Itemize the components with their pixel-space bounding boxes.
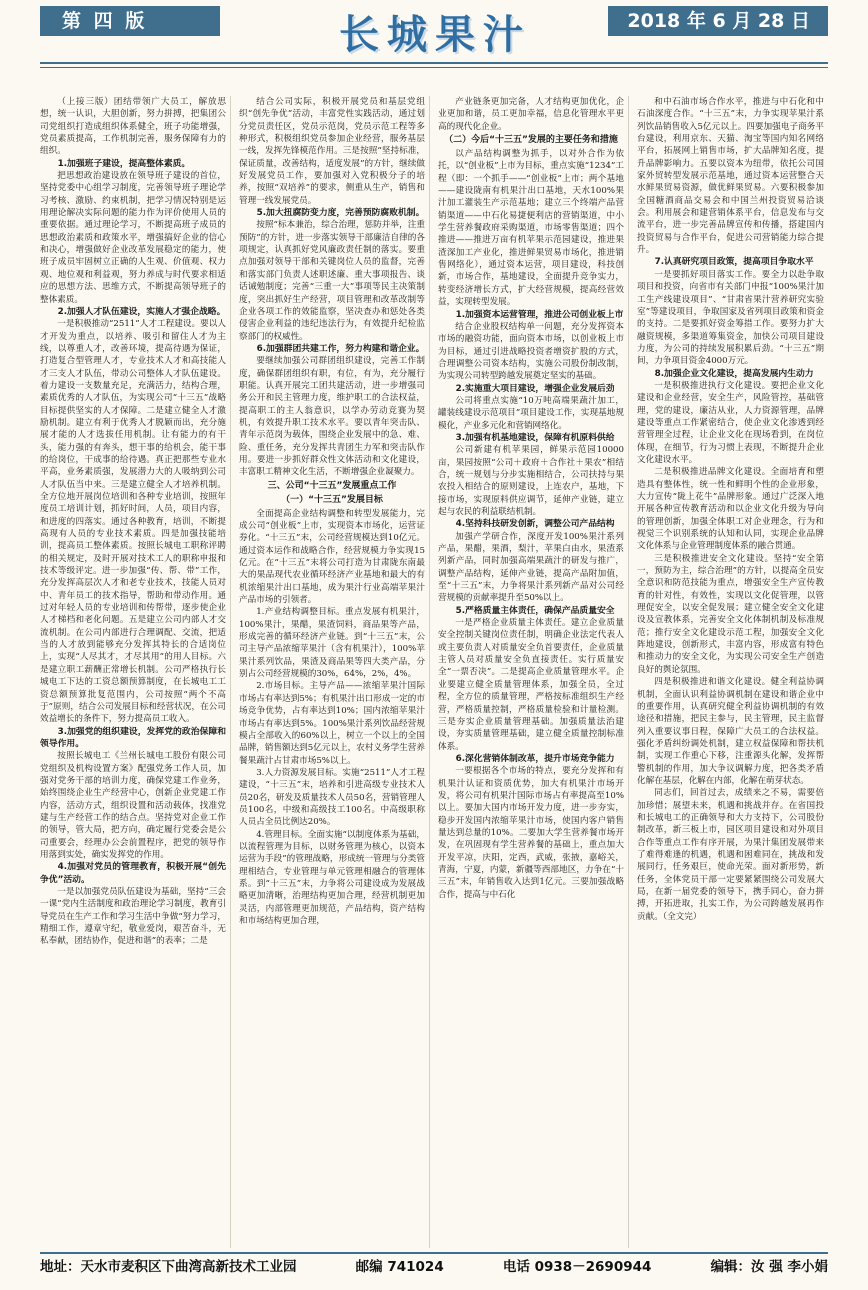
section-heading: 三、公司“十三五”发展重点工作 [267,480,397,491]
paragraph: 一是积极推进执行文化建设。要把企业文化建设和企业经营，安全生产，风险管控，基础管理，党的建设，廉洁从业，人力资源管理，品牌建设等重点工作紧密结合，使企业文化渗透到经营管理全过程，让企业文化在现场看到，在岗位体现，在细节，行为习惯上表现，不断提升企业文化建设水平。 [637,380,824,465]
paragraph: 2.市场目标。主导产品——浓缩苹果汁国际市场占有率达到5%；有机果汁出口形成一定的市场竞争优势，占有率达到10%；国内浓缩苹果汁市场占有率达到5%。100%果汁系列饮品经营规模占全部收入的60%以上，树立一个以上的全国品牌，销售额达到5亿元以上，农村义务学生营养餐果蔬汁占甘肃市场5%以上。 [239,681,425,766]
section-heading: 7.认真研究项目政策，提高项目争取水平 [654,257,814,268]
paragraph: 一是积极推动“2511”人才工程建设。要以人才开发为重点，以培养、吸引和留住人才为主线，以尊重人才，改善环境，提高待遇为保证，打造复合型管理人才，专业技术人才和高技能人才三支人才队伍，带动公司整体人才队伍建设。着力建设一支数量充足，充满活力，结构合理，素质优秀的人才队伍，为实现公司“十三五”战略目标提供坚实的人才保障。二是建立健全人才激励机制。建立有利于优秀人才脱颖而出，充分施展才能的人才选拔任用机制。让有能力的有干头，能力强的有奔头，想干事的给机会，能干事的给岗位，干成事的给待遇。真正把那些专业水平高，业务素质强，发展潜力大的人吸纳到公司人才队伍当中来。三是建立健全人才培养机制。全方位地开展岗位培训和各种专业培训，按照年度员工培训计划，抓好时间，人员，项目内容，和进度的四落实。通过各种教育，培训，不断提高现有人员的专业技术素质。四是加强技能培训，提高员工整体素质。按照长城电工职称评聘的相关规定，及时开展对技术工人的职称申报和技术等级评定。进一步加强“传、帮、带”工作，充分发挥高层次人才和老专业技术，技能人员对中、青年员工的技术指导，帮助和带动作用。通过对年轻人员的专业培训和传帮带，逐步使企业人才梯档和老化问题。五是建立公司内部人才交流机制。在公司内部进行合理调配、交流，把适当的人才放到能够充分发挥其特长的合适岗位上，实现“人尽其才，才尽其用”的用人目标。六是建立职工薪酬正常增长机制。公司严格执行长城电工下达的工资总额预算制度，在长城电工工资总额预算批复范围内，公司按照“两个不高于”原则，结合公司发展目标和经营状况，在公司效益增长的条件下，努力提高员工收入。 [40,319,226,725]
section-heading: 3.加强党的组织建设，发挥党的政治保障和领导作用。 [40,726,226,749]
paragraph: 三是积极推进安全文化建设。坚持“安全第一，预防为主，综合治理”的方针，以提高全员安全意识和防范技能为重点，增强安全生产宣传教育的针对性，有效性，实现以文化促管理，以管理促安全，以安全促发展；建立健全安全文化建设及宣教体系，完善安全文化体制机制及标准规范；推行安全文化建设示范工程，加强安全文化阵地建设，创新形式，丰富内容，形成富有特色和推动力的安全文化，为实现公司安全生产创造良好的舆论氛围。 [637,553,824,675]
paragraph: 结合企业股权结构单一问题，充分发挥资本市场的融资功能，面向资本市场，以创业板上市为目标，通过引进战略投资者增资扩股的方式，合理调整公司资本结构，实施公司股份制改制，为实现公司转型跨越发展奠定坚实的基础。 [438,321,624,382]
section-heading: 4.坚持科技研发创新，调整公司产品结构 [455,519,615,530]
footer-bar [40,1252,828,1278]
paragraph: 按照“标本兼治，综合治理，惩防并举，注重预防”的方针，进一步落实领导干部廉洁自律的各项规定，认真抓好党风廉政责任制的落实。要重点加强对领导干部和关键岗位人员的监督，完善和落实部门负责人述职述廉、重大事项报告、谈话诫勉制度；完善“三重一大”事项等民主决策制度，突出抓好生产经营，项目管理和改革改制等企业各项工作的效能监察，坚决查办和惩处各类侵害企业利益的违纪违法行为，有效提升纪检监察部门的权威性。 [239,220,425,342]
paragraph: 按照长城电工《兰州长城电工股份有限公司党组织及机构设置方案》配强党务工作人员，加强对党务干部的培训力度，确保党建工作业务，始终围绕企业生产经营中心，创新企业党建工作内容，活动方式，组织设置和活动载体，找准党建与生产经营工作的结合点。坚持党对企业工作的领导，管大局，把方向，确定履行党委会是公司重要会，经理办公会前置程序，把党的领导作用落到实处，确实发挥党的作用。 [40,751,226,860]
footer-editors: 编辑：汝 强 李小娟 [710,1259,828,1275]
paragraph: 一是要抓好项目落实工作。要全力以赴争取项目和投资，向省市有关部门申报“100%果汁加工生产线建设项目”、“甘肃省果汁营养研究实验室”等建设项目，争取国家及省列项目政策和资金的支持。二是要抓好资金筹措工作。要努力扩大融资规模，多渠道筹集资金，加快公司项目建设力度，为公司的持续发展积累后劲。“十三五”期间，力争项目资金4000万元。 [637,269,824,367]
section-heading: 2.加强人才队伍建设，实施人才强企战略。 [57,306,226,317]
section-heading: 5.严格质量主体责任，确保产品质量安全 [455,605,615,616]
paragraph: 以产品结构调整为抓手，以对外合作为依托，以“创业板”上市为目标，重点实施“1234”工程（即：一个抓手——“创业板”上市；两个基地——建设陇南有机果汁出口基地，天水100%果汁加工灌装生产示范基地；建立三个终端产品营销渠道——中石化易捷便利店的营销渠道，中小学生营养餐政府采购渠道，市场零售渠道；四个推进——推进万亩有机苹果示范园建设，推进果渣深加工产业化，推进鲜果贸易市场化，推进销售网络化），通过资本运营，项目建设，科技创新，市场合作，基地建设，全面提升竞争实力，转变经济增长方式，扩大经营规模，提高经营效益，实现转型发展。 [438,149,624,308]
paragraph: 一要根据各个市场的特点，要充分发挥和有机果汁认证和资质优势，加大有机果汁市场开发，将公司有机果汁国际市场占有率提高至10%以上。要加大国内市场开发力度，进一步夯实，稳步开发国内浓缩苹果汁市场，使国内客户销售量达到总量的10%。二要加大学生营养餐市场开发，在巩固现有学生营养餐的基础上，重点加大开发平凉，庆阳，定西，武威，张掖，嘉峪关，青海，宁夏，内蒙，新疆等西部地区，力争在“十三五”末，年销售收入达到1亿元。三要加强战略合作，提高与中石化 [438,766,624,900]
masthead-rule [40,62,828,64]
paragraph: 加强产学研合作，深度开发100%果汁系列产品，果醋，果酒，梨汁，苹果白由水，果渣系列新产品，同时加强高端果蔬汁的研发与推广，调整产品结构，延伸产业链，提高产品附加值，至“十三五”末，力争将果汁系列新产品对公司经营规模的贡献率提升至50%以上。 [438,531,624,604]
paragraph: 和中石油市场合作水平，推进与中石化和中石油深度合作。“十三五”末，力争实现苹果汁系列饮品销售收入5亿元以上。四要加强电子商务平台建设，利用京东、天猫、淘宝等国内知名网络平台，拓展网上销售市场，扩大品牌知名度，提升品牌影响力。五要以资本为纽带，依托公司国家外贸转型发展示范基地，通过资本运营整合天水鲜果贸易资源，做优鲜果贸易。六要积极参加全国糖酒商品交易会和中国兰州投资贸易洽谈会。利用展会和建营销体系平台，信息发布与交流平台，进一步完善品牌宣传和传播，搭建国内投资贸易与合作平台，促进公司营销能力综合提升。 [637,97,824,256]
column-1 [40,96,231,1248]
newspaper-title: 长城果汁 [339,11,531,58]
paragraph: 公司新建有机苹果园，鲜果示范园10000亩，果园按照“公司＋政府＋合作社＋果农”相结合，统一规划与分步实施相结合，公司扶持与果农投入相结合的原则建设，上连农户，基地，下接市场，实现原料供应调节，延伸产业链，建立起与农民的利益联结机制。 [438,445,624,517]
paragraph: 公司将重点实施“10万吨高端果蔬汁加工，罐装线建设示范项目”项目建设工作，实现基地规模化，产业多元化和营销网络化。 [438,395,624,431]
footer-phone: 电话 0938－2690944 [502,1259,652,1275]
paragraph: 把思想政治建设放在领导班子建设的首位，坚持党委中心组学习制度，完善领导班子理论学习考核、激励、约束机制，把学习情况特别是运用理论解决实际问题的能力作为评价使用人员的重要依据。通过理论学习，不断提高班子成员的思想政治素质和政策水平，增强搞好企业的信心和决心，增强做好企业改革发展稳定的能力，使班子成员牢固树立正确的人生观、价值观、权力观、地位观和利益观，努力养成与时代要求相适应的思想方法、思维方式，不断提高领导班子的整体素质。 [40,171,226,305]
column-3 [438,96,629,1248]
paragraph: 二是积极推进品牌文化建设。全面培育和塑造具有整体性，统一性和鲜明个性的企业形象，大力宣传“陇上花牛”品牌形象。通过广泛深入地开展各种宣传教育活动和以企业文化升级为导向的管理创新，加强全体职工对企业理念，行为和视觉三个识别系统的认知和认同，实现企业品牌文化体系与企业管理制度体系的融合贯通。 [637,467,824,552]
paragraph: 一是以加强党员队伍建设为基础，坚持“三会一课”党内生活制度和政治理论学习制度，教育引导党员在生产工作和学习生活中争做“努力学习，精细工作，遵章守纪，敬业爱岗，艰苦奋斗，无私奉献，团结协作，促进和谐”的表率；二是 [40,887,226,947]
edition-label: 第 四 版 [40,6,220,36]
paragraph: 同志们，回首过去，成绩来之不易，需要倍加珍惜；展望未来，机遇和挑战并存。在省国投和长城电工的正确领导和大力支持下，公司股份制改革，新三板上市，园区项目建设和对外项目合作等重点工作有序开展，为果汁集团发展带来了难得难逢的机遇，机遇和困难同在，挑战和发展同行，任务艰巨，使命光荣。面对新形势，新任务，全体党员干部一定要紧紧围绕公司发展大局，在新一届党委的领导下，携手同心，奋力拼搏，开拓进取，扎实工作，为公司跨越发展再作贡献。（全文完） [637,788,824,922]
paragraph: 4.管理目标。全面实施“以制度体系为基础，以流程管理为目标，以财务管理为核心，以资本运营为手段”的管理战略，形成统一管理与分类管理相结合，专业管理与单元管理相融合的管理体系。到“十三五”末，力争将公司建设成为发展战略更加清晰，治理结构更加合理，经营机制更加灵活，内部管理更加规范，产品结构，资产结构和市场结构更加合理， [239,829,425,926]
paragraph: 3.人力资源发展目标。实施“2511”人才工程建设，“十三五”末，培养和引进高级专业技术人员20名，研发及质量技术人员50名，营销管理人员100名，中级和高级技工100名。中高级职称人员占全员比例达20%。 [239,767,425,828]
footer-postcode: 邮编 741024 [355,1259,444,1275]
paragraph: 1.产业结构调整目标。重点发展有机果汁，100%果汁，果醋，果渣饲料，商品果等产品，形成完善的循环经济产业链。到“十三五”末，公司主导产品浓缩苹果汁（含有机果汁），100%苹果汁系列饮品，果渣及商品果等四大类产品，分别占公司经营规模的30%，64%，2%，4%。 [239,607,425,680]
section-heading: 2.实施重大项目建设，增强企业发展后劲 [455,383,615,394]
paragraph: 一是严格企业质量主体责任。建立企业质量安全控制关键岗位责任制，明确企业法定代表人或主要负责人对质量安全负首要责任，企业质量主管人员对质量安全负直接责任。实行质量安全“一票否决”。二是提高企业质量管理水平。企业要建立健全质量管理体系，加强全员，全过程，全方位的质量管理，严格按标准组织生产经营，严格质量控制，严格质量检验和计量检测。三是夯实企业质量管理基础。加强质量法治建设，夯实质量管理基础，建立健全质量控制标准体系。 [438,618,624,752]
article-columns [40,96,828,1248]
section-heading: （二）今后“十三五”发展的主要任务和措施 [444,135,618,146]
paragraph: 四是积极推进和谐文化建设。健全利益协调机制，全面认识利益协调机制在建设和谐企业中的重要作用，认真研究健全利益协调机制的有效途径和措施，把民主参与，民主管理，民主监督列入重要议事日程，保障广大员工的合法权益。强化矛盾纠纷调处机制，建立权益保障和帮扶机制，实现工作重心下移，注重源头化解，发挥帮警机制的作用，加大争议调解力度，把各类矛盾化解在基层，化解在内部，化解在萌芽状态。 [637,677,824,786]
section-heading: 3.加强有机基地建设，保障有机原料供给 [455,432,615,443]
section-heading: 6.加强群团共建工作，努力构建和谐企业。 [256,343,425,354]
masthead-rule-thin [40,67,828,68]
section-heading: 5.加大扭腐防变力度，完善预防腐败机制。 [256,208,425,219]
issue-date: 2018 年 6 月 28 日 [608,6,828,36]
paragraph: 全面提高企业结构调整和转型发展能力，完成公司“创业板”上市，实现资本市场化，运营证券化。“十三五”末，公司经营规模达到10亿元。通过资本运作和战略合作，经营规模力争实现15亿元。在“十三五”末将公司打造为甘肃陇东南最大的果品现代农业循环经济产业基地和最大的有机浓缩果汁出口基地，成为果汁行业高端苹果汁产品市场的引领者。 [239,508,425,606]
section-heading: 1.加强资本运营管理，推进公司创业板上市 [455,309,624,320]
column-4 [637,96,828,1248]
section-heading: （一）“十三五”发展目标 [281,494,383,505]
footer-address: 地址：天水市麦积区下曲湾高新技术工业园 [40,1259,297,1275]
paragraph: 结合公司实际，积极开展党员和基层党组织“创先争优”活动，丰富党性实践活动，通过划分党员责任区，党员示范岗，党员示范工程等多种形式，积极组织党员参加企业经营，服务基层一线，发挥先锋模范作用。三是按照“坚持标准，保证质量，改善结构，适度发展”的方针，继续做好发展党员工作，要加强对入党积极分子的培养，按照“双培养”的要求，侧重从生产，销售和管理一线发展党员。 [239,97,425,206]
paragraph: （上接三版）团结带领广大员工，解放思想，统一认识，大胆创新，努力拼搏，把集团公司党组织打造成组织体系健全，班子功能增强，党员素质提高，工作机制完善，服务保障有力的组织。 [40,97,226,157]
masthead [0,0,868,80]
section-heading: 6.深化营销体制改革，提升市场竞争能力 [455,753,615,764]
section-heading: 4.加强对党员的管理教育，积极开展“创先争优”活动。 [40,862,226,885]
paragraph: 产业链条更加完备，人才结构更加优化，企业更加和谐，员工更加幸福，信息化管理水平更高的现代化企业。 [438,97,624,132]
column-2 [239,96,430,1248]
section-heading: 1.加强班子建设，提高整体素质。 [57,158,191,169]
section-heading: 8.加强企业文化建设，提高发展内生动力 [654,368,814,379]
paragraph: 要继续加强公司群团组织建设，完善工作制度，确保群团组织有职，有位，有为，充分履行职能。认真开展完工团共建活动，进一步增强司务公开和民主管理力度，维护职工的合法权益，提高职工的主人翁意识，以学办劳动竞赛为契机，有效提升职工技术水平。要以青年突击队、青年示范岗为载体，围绕企业发展中的急、难、险、重任务，充分发挥共青团生力军和突击队作用。要进一步抓好群众性文体活动和文化建设，丰富职工精神文化生活，不断增强企业凝聚力。 [239,356,425,478]
